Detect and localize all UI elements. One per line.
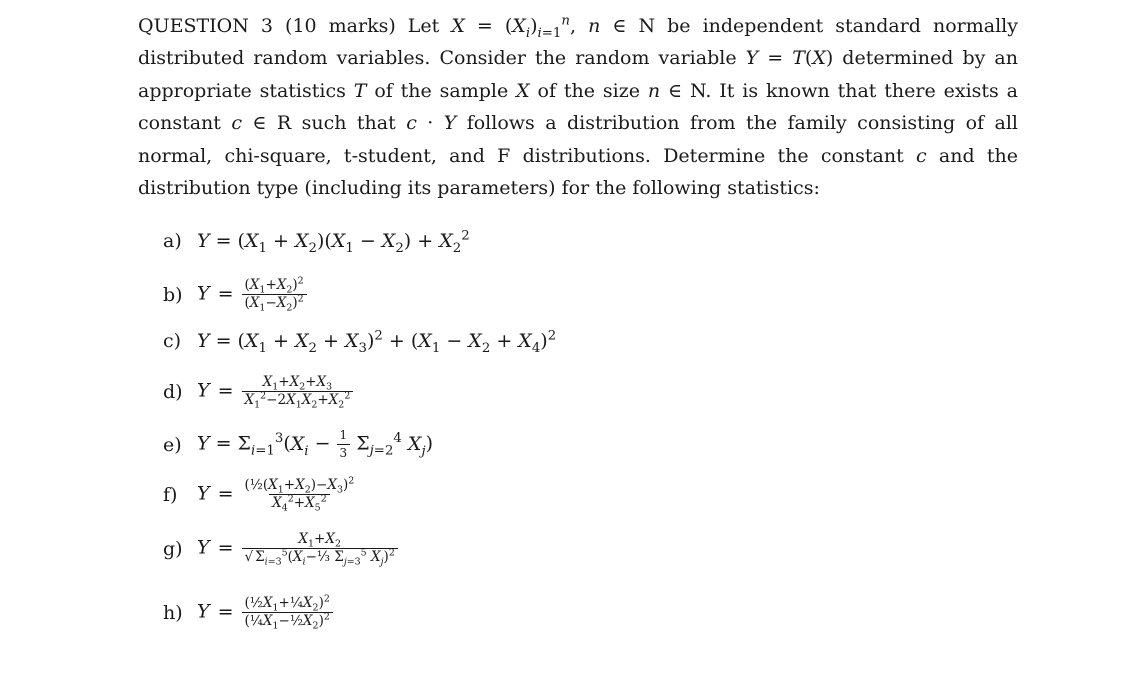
item-label: h) <box>163 601 183 624</box>
item-c <box>163 328 557 356</box>
item-formula: $Y = (X_1 + X_2 + X_3)^2 + (X_1 - X_2 + X_4)^2$ <box>197 328 557 356</box>
item-formula: Y = $\frac{X_1+X_2+X_3}{X_1^2-2X_1X_2+X_2^2}$ <box>197 375 353 408</box>
question-text-rendered: QUESTION 3 (10 marks) Let $X = (X_i)_{i=1}^n$, n ∈ N be independent standard normally distributed random variables. Consider the random variable Y = T(X) determined by an appropriate statistics T of the sample X of the size n ∈ N. It is known that there exists a constant c ∈ R such that c · Y follows a distribution from the family consisting of all normal, chi-square, t-student, and F distributions. Determine the constant c and the distribution type (including its parameters) for the following statistics: <box>138 13 1019 200</box>
item-b <box>163 275 307 314</box>
item-label: b) <box>163 283 183 306</box>
item-formula: Y = $\frac{(X_1+X_2)^2}{(X_1-X_2)^2}$ <box>197 278 307 311</box>
item-label: c) <box>163 330 182 352</box>
item-formula: Y = $\frac{(\frac{1}{2}(X_1+X_2)-X_3)^2}{X_4^2+X_5^2}$ <box>197 475 355 514</box>
item-h <box>163 593 333 632</box>
item-label: a) <box>163 230 182 252</box>
item-g <box>163 531 398 568</box>
item-a <box>163 228 470 256</box>
item-label: d) <box>163 380 183 403</box>
item-label: f) <box>163 483 178 506</box>
item-formula: $Y = (X_1 + X_2)(X_1 - X_2) + X_2^2$ <box>197 228 470 256</box>
item-formula: $Y = \Sigma_{i=1}^3(X_i$ − $\frac{1}{3}$ $\Sigma_{j=2}^4$ $X_j$) <box>197 428 433 460</box>
item-f <box>163 475 357 514</box>
item-d <box>163 374 353 411</box>
item-e <box>163 428 433 461</box>
item-formula: Y = $\frac{X_1+X_2}{√ \Sigma_{i=3}^5(X_i-\frac{1}{3} \Sigma_{j=3}^5 X_j)^2}$ <box>197 532 398 565</box>
item-formula: Y = $\frac{(\frac{1}{2}X_1+\frac{1}{4}X_2)^2}{(\frac{1}{4}X_1-\frac{1}{2}X_2)^2}$ <box>197 596 333 629</box>
item-label: g) <box>163 537 183 560</box>
item-label: e) <box>163 433 182 456</box>
